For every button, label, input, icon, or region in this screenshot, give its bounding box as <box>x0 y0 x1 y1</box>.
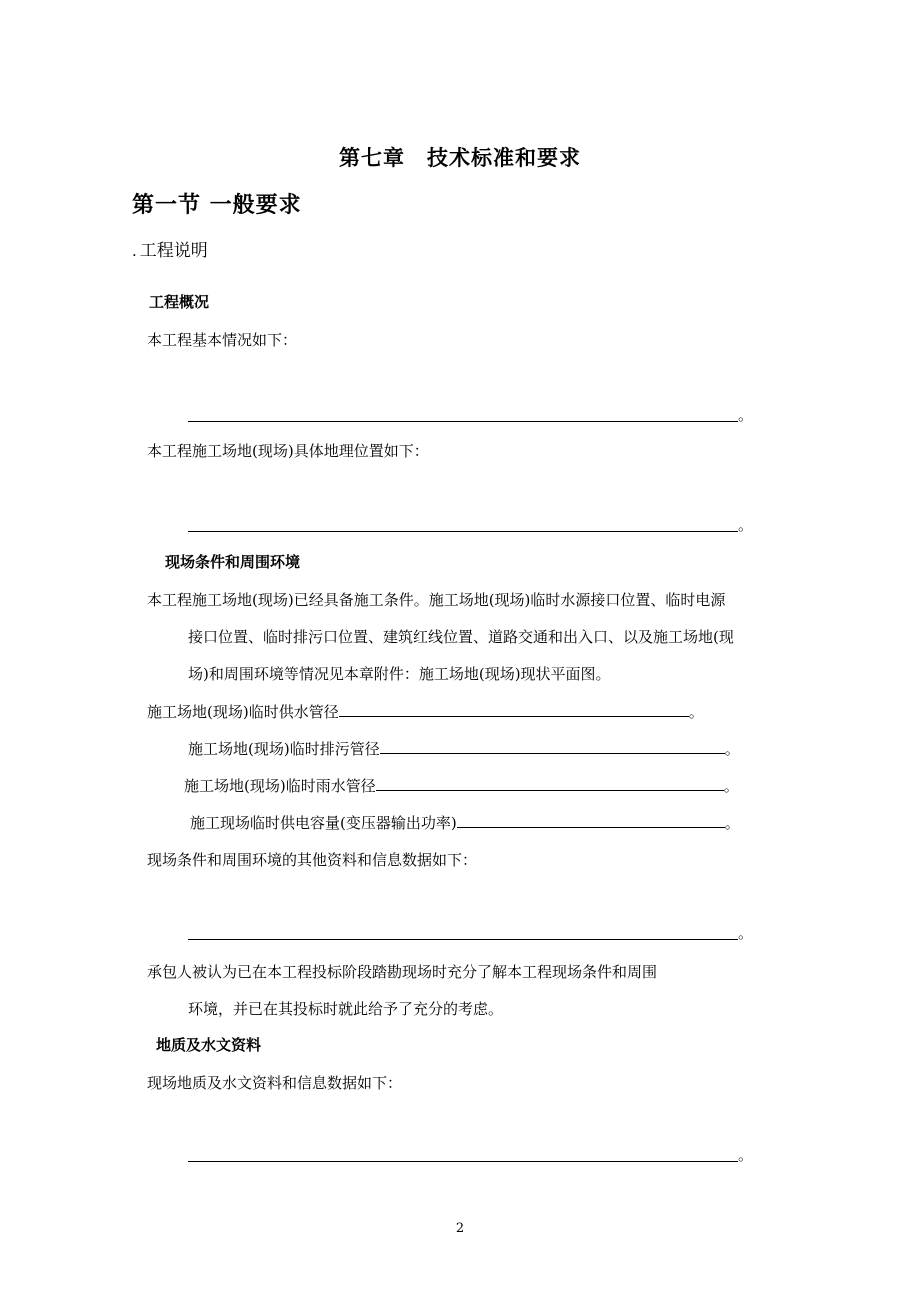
rainwater-label: 施工场地(现场)临时雨水管径 <box>184 777 376 795</box>
contractor-line-1: 承包人被认为已在本工程投标阶段踏勘现场时充分了解本工程现场条件和周围 <box>147 963 658 981</box>
sewage-row <box>188 738 740 759</box>
sewage-label: 施工场地(现场)临时排污管径 <box>188 740 380 758</box>
subsection-title <box>132 236 208 261</box>
power-blank[interactable] <box>457 813 725 828</box>
basic-info-label: 本工程基本情况如下： <box>147 331 298 349</box>
other-info-blank[interactable] <box>188 939 738 940</box>
rainwater-period: 。 <box>723 777 739 795</box>
rainwater-blank[interactable] <box>376 776 724 791</box>
other-info-label: 现场条件和周围环境的其他资料和信息数据如下： <box>147 851 478 869</box>
sewage-period: 。 <box>724 740 740 758</box>
chapter-title: 第七章 技术标准和要求 <box>339 146 581 170</box>
geology-info-blank[interactable] <box>188 1161 738 1162</box>
geology-heading: 地质及水文资料 <box>156 1036 262 1054</box>
geology-info-period: 。 <box>738 1146 754 1164</box>
sewage-blank[interactable] <box>380 739 725 754</box>
location-period: 。 <box>738 516 754 534</box>
section-title: 第一节 一般要求 <box>132 193 302 218</box>
location-blank[interactable] <box>188 531 738 532</box>
water-supply-period: 。 <box>688 703 704 721</box>
subsection-prefix: . <box>132 242 137 260</box>
site-paragraph-line-1: 本工程施工场地(现场)已经具备施工条件。施工场地(现场)临时水源接口位置、临时电源 <box>147 591 726 609</box>
power-row <box>190 812 740 833</box>
location-label: 本工程施工场地(现场)具体地理位置如下： <box>147 442 429 460</box>
power-period: 。 <box>724 814 740 832</box>
water-supply-blank[interactable] <box>339 702 689 717</box>
site-paragraph-line-2: 接口位置、临时排污口位置、建筑红线位置、道路交通和出入口、以及施工场地(现 <box>188 628 734 646</box>
basic-info-blank[interactable] <box>188 421 738 422</box>
power-label: 施工现场临时供电容量(变压器输出功率) <box>190 814 457 832</box>
other-info-period: 。 <box>738 924 754 942</box>
contractor-line-2: 环境，并已在其投标时就此给予了充分的考虑。 <box>188 1000 504 1018</box>
geology-info-label: 现场地质及水文资料和信息数据如下： <box>147 1074 403 1092</box>
water-supply-label: 施工场地(现场)临时供水管径 <box>147 703 339 721</box>
subsection-title-text: 工程说明 <box>139 241 208 261</box>
rainwater-row <box>184 775 739 796</box>
basic-info-period: 。 <box>738 406 754 424</box>
site-conditions-heading: 现场条件和周围环境 <box>165 553 301 571</box>
water-supply-row <box>147 701 704 722</box>
site-paragraph-line-3: 场)和周围环境等情况见本章附件：施工场地(现场)现状平面图。 <box>188 665 611 683</box>
project-overview-heading: 工程概况 <box>149 293 210 311</box>
page-number: 2 <box>455 1221 465 1236</box>
